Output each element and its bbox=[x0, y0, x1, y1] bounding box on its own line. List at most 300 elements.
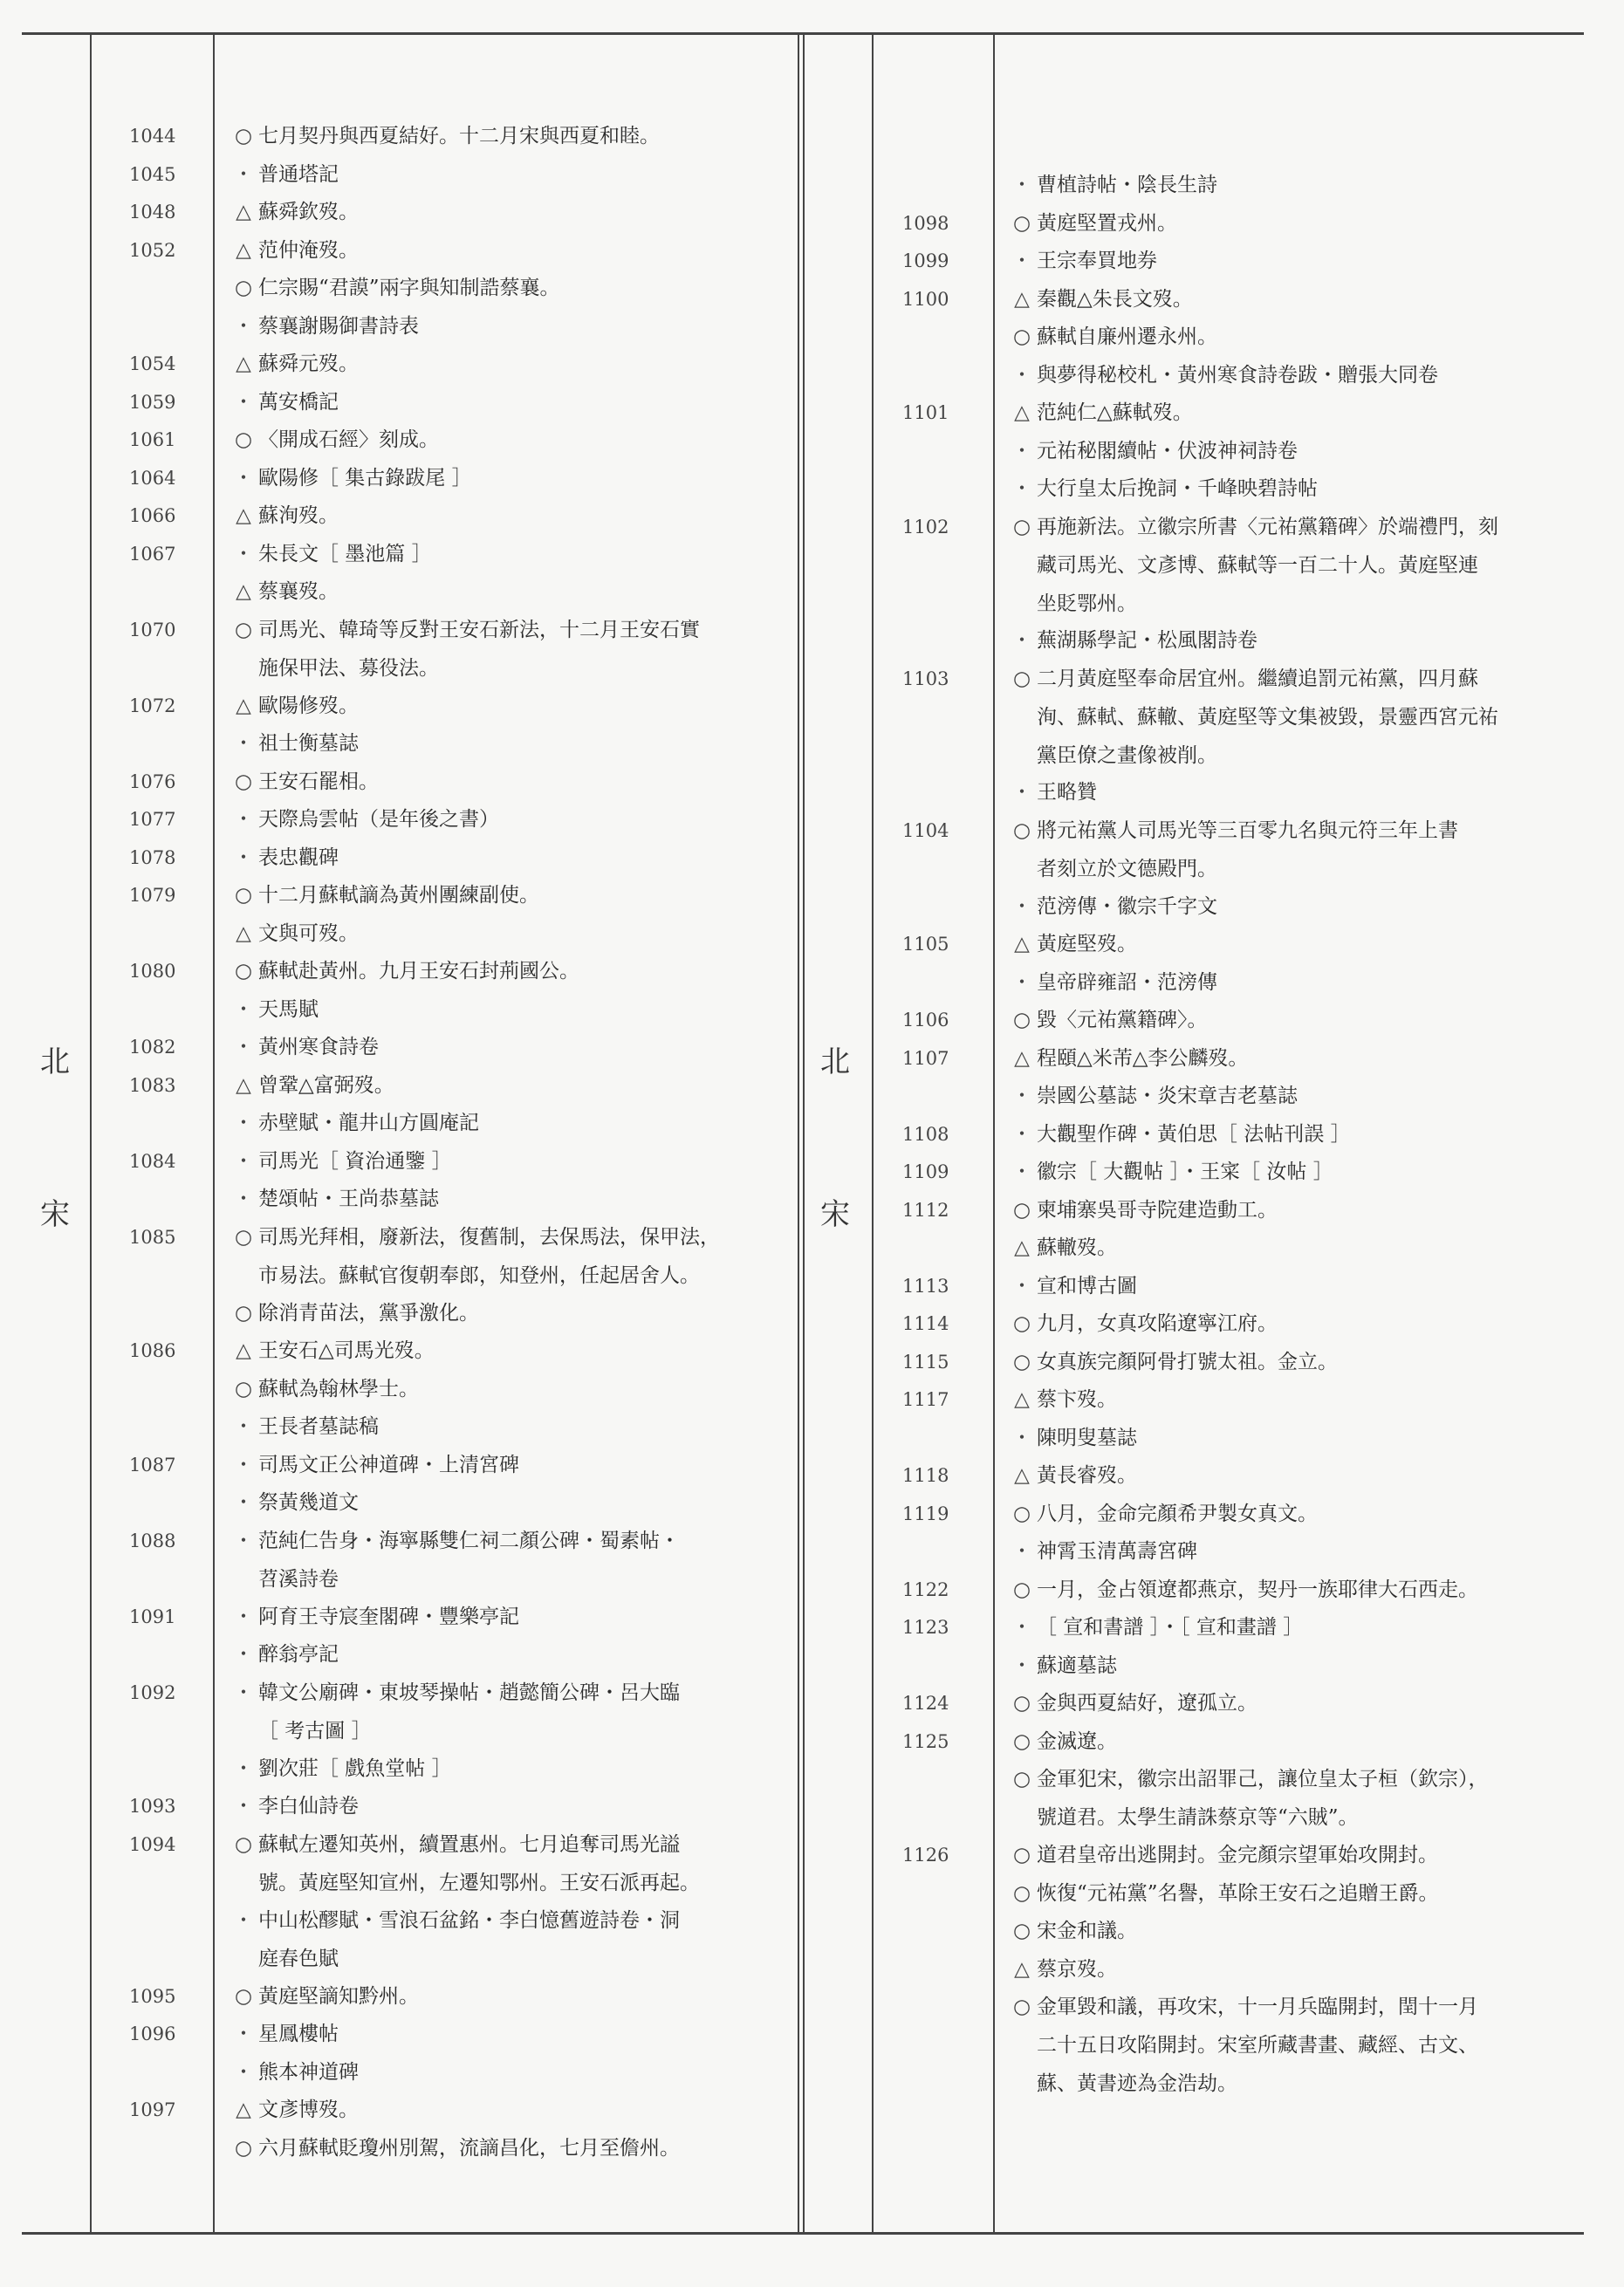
entry-text: 七月契丹與西夏結好。十二月宋與西夏和睦。 bbox=[258, 125, 660, 147]
entry-text: 天馬賦 bbox=[258, 997, 319, 1021]
entry-marker: ・ bbox=[233, 1188, 254, 1210]
chronology-entry bbox=[1007, 508, 1498, 623]
year-label: 1083 bbox=[129, 1074, 176, 1096]
entry-text: 秦觀△朱長文歿。 bbox=[1037, 287, 1193, 311]
chronology-entry bbox=[1007, 166, 1217, 204]
year-label: 1085 bbox=[129, 1226, 176, 1248]
entry-text: 大觀聖作碑・黃伯思［ 法帖刊誤 ］ bbox=[1037, 1122, 1351, 1146]
entry-text: 韓文公廟碑・東坡琴操帖・趙懿簡公碑・呂大臨 bbox=[258, 1681, 680, 1704]
entry-marker: ・ bbox=[233, 390, 254, 414]
chronology-entry bbox=[1007, 963, 1217, 1002]
left-year-divider bbox=[213, 35, 215, 2232]
entry-text: 女真族完顏阿骨打號太祖。金立。 bbox=[1037, 1350, 1338, 1373]
right-era-bottom: 宋 bbox=[820, 1197, 850, 1232]
chronology-entry bbox=[1007, 1874, 1439, 1913]
entry-marker: ・ bbox=[233, 1681, 254, 1704]
entry-marker: ・ bbox=[233, 1415, 254, 1438]
entry-marker: ・ bbox=[1011, 174, 1032, 196]
chronology-entry bbox=[229, 572, 339, 611]
year-label: 1052 bbox=[129, 239, 176, 261]
chronology-entry bbox=[229, 611, 700, 688]
entry-marker: ・ bbox=[233, 1149, 254, 1173]
entry-text-continued: 庭春色賦 bbox=[258, 1947, 339, 1970]
chronology-entry bbox=[229, 459, 472, 497]
chronology-entry bbox=[1007, 1456, 1137, 1495]
entry-marker: ・ bbox=[1011, 1616, 1032, 1639]
entry-text-continued: 藏司馬光、文彥博、蘇軾等一百二十人。黃庭堅連 bbox=[1037, 553, 1478, 577]
entry-text: 蔡京歿。 bbox=[1037, 1957, 1117, 1981]
chronology-entry bbox=[1007, 1419, 1137, 1457]
entry-text-continued: 洵、蘇軾、蘇轍、黃庭堅等文集被毀，景靈西宮元祐 bbox=[1037, 705, 1498, 729]
entry-text: 再施新法。立徽宗所書〈元祐黨籍碑〉於端禮門，刻 bbox=[1037, 515, 1498, 538]
chronology-entry bbox=[229, 1598, 519, 1636]
year-label: 1070 bbox=[129, 619, 176, 640]
entry-text: 普通塔記 bbox=[258, 162, 339, 186]
entry-marker: ・ bbox=[233, 1605, 254, 1628]
chronology-entry bbox=[229, 800, 499, 839]
chronology-entry bbox=[1007, 1988, 1478, 2103]
year-label: 1088 bbox=[129, 1530, 176, 1551]
entry-text: 金滅遼。 bbox=[1037, 1729, 1117, 1753]
entry-text: 李白仙詩卷 bbox=[258, 1795, 359, 1818]
entry-marker: △ bbox=[1014, 933, 1030, 955]
chronology-entry bbox=[229, 1446, 519, 1484]
chronology-entry bbox=[1007, 773, 1097, 811]
entry-marker: ○ bbox=[1012, 1920, 1031, 1942]
chronology-entry bbox=[229, 990, 319, 1029]
entry-marker: ・ bbox=[233, 2060, 254, 2084]
chronology-entry bbox=[229, 231, 359, 270]
entry-text: 毀〈元祐黨籍碑〉。 bbox=[1037, 1009, 1208, 1031]
entry-marker: ○ bbox=[234, 125, 253, 147]
entry-text: 表忠觀碑 bbox=[258, 846, 339, 869]
entry-text: 神霄玉清萬壽宮碑 bbox=[1037, 1540, 1197, 1563]
year-label: 1103 bbox=[902, 668, 949, 689]
entry-marker: ・ bbox=[233, 466, 254, 490]
year-label: 1105 bbox=[902, 934, 949, 955]
chronology-entry bbox=[1007, 1532, 1197, 1571]
entry-text: 祖士衡墓誌 bbox=[258, 732, 359, 755]
entry-text: 歐陽修［ 集古錄跋尾 ］ bbox=[258, 466, 472, 490]
entry-marker: ・ bbox=[1011, 363, 1032, 387]
chronology-entry bbox=[229, 914, 359, 953]
entry-marker: ○ bbox=[234, 1984, 253, 2008]
chronology-entry bbox=[229, 2053, 359, 2092]
entry-text-continued: ［ 考古圖 ］ bbox=[258, 1719, 372, 1743]
entry-marker: △ bbox=[236, 1073, 251, 1097]
chronology-entry bbox=[1007, 204, 1177, 243]
entry-marker: △ bbox=[236, 238, 251, 262]
entry-text-continued: 市易法。蘇軾官復朝奉郎，知登州，任起居舍人。 bbox=[258, 1263, 700, 1287]
entry-marker: ・ bbox=[1011, 781, 1032, 804]
entry-text: 崇國公墓誌・炎宋章吉老墓誌 bbox=[1037, 1085, 1298, 1107]
entry-text: 醉翁亭記 bbox=[258, 1643, 339, 1666]
year-label: 1059 bbox=[129, 391, 176, 413]
chronology-entry bbox=[1007, 469, 1318, 508]
entry-marker: ○ bbox=[234, 2136, 253, 2160]
chronology-entry bbox=[229, 383, 339, 421]
entry-text: 范純仁△蘇軾歿。 bbox=[1037, 401, 1193, 424]
chronology-entry bbox=[1007, 432, 1298, 470]
entry-marker: ・ bbox=[1011, 250, 1032, 272]
entry-marker: ○ bbox=[234, 770, 253, 793]
chronology-entry bbox=[1007, 1495, 1318, 1533]
chronology-entry bbox=[229, 1483, 359, 1522]
year-label: 1106 bbox=[902, 1010, 949, 1031]
entry-marker: △ bbox=[1014, 1236, 1030, 1259]
chronology-entry bbox=[229, 1787, 359, 1825]
entry-text: 金軍毀和議，再攻宋，十一月兵臨開封，閏十一月 bbox=[1037, 1996, 1478, 2018]
entry-marker: ・ bbox=[1011, 894, 1032, 918]
entry-text: 王安石罷相。 bbox=[258, 770, 379, 793]
entry-text: 蘇舜欽歿。 bbox=[258, 201, 359, 223]
chronology-entry bbox=[1007, 1760, 1489, 1837]
entry-marker: ・ bbox=[233, 1908, 254, 1932]
year-label: 1113 bbox=[902, 1275, 949, 1297]
entry-marker: ○ bbox=[1012, 1578, 1031, 1601]
entry-marker: △ bbox=[1014, 1957, 1030, 1981]
entry-text: 司馬文正公神道碑・上清宮碑 bbox=[258, 1453, 519, 1476]
chronology-entry bbox=[229, 687, 359, 725]
chronology-entry bbox=[229, 1749, 452, 1788]
entry-text-continued: 施保甲法、募役法。 bbox=[258, 656, 439, 680]
chronology-entry bbox=[229, 1522, 680, 1599]
chronology-entry bbox=[1007, 1001, 1208, 1039]
year-label: 1124 bbox=[902, 1693, 949, 1714]
entry-marker: ○ bbox=[1012, 1350, 1031, 1373]
entry-text: 蘇軾左遷知英州，續置惠州。七月追奪司馬光謚 bbox=[258, 1832, 680, 1856]
entry-marker: ・ bbox=[233, 1491, 254, 1514]
entry-text: 大行皇太后挽詞・千峰映碧詩帖 bbox=[1037, 477, 1318, 500]
entry-text: 蘇軾赴黃州。九月王安石封荊國公。 bbox=[258, 960, 579, 983]
entry-marker: ・ bbox=[1011, 1654, 1032, 1677]
year-label: 1095 bbox=[129, 1985, 176, 2007]
entry-marker: ・ bbox=[1011, 629, 1032, 652]
year-label: 1082 bbox=[129, 1037, 176, 1058]
chronology-entry bbox=[1007, 811, 1458, 888]
entry-text: 文彥博歿。 bbox=[258, 2099, 359, 2121]
chronology-entry bbox=[1007, 1115, 1351, 1154]
chronology-entry bbox=[1007, 1229, 1117, 1267]
chronology-entry bbox=[229, 1066, 394, 1105]
chronology-entry bbox=[1007, 1077, 1298, 1115]
entry-marker: ○ bbox=[1012, 818, 1031, 842]
entry-text: 恢復“元祐黨”名譽，革除王安石之追贈王爵。 bbox=[1037, 1881, 1439, 1905]
entry-marker: △ bbox=[236, 694, 251, 717]
entry-text: 黃庭堅謫知黔州。 bbox=[258, 1984, 419, 2008]
year-label: 1061 bbox=[129, 429, 176, 450]
entry-text: 宋金和議。 bbox=[1037, 1920, 1137, 1942]
entry-marker: ○ bbox=[1012, 1502, 1031, 1525]
chronology-entry bbox=[1007, 1912, 1137, 1950]
entry-text: 赤壁賦・龍井山方圓庵記 bbox=[258, 1112, 479, 1134]
entry-text: 〈開成石經〉刻成。 bbox=[258, 428, 439, 451]
entry-marker: ○ bbox=[1012, 1009, 1031, 1031]
chronology-entry bbox=[229, 155, 339, 194]
year-label: 1125 bbox=[902, 1730, 949, 1752]
entry-text: 蔡襄歿。 bbox=[258, 580, 339, 603]
chronology-entry bbox=[229, 1370, 419, 1408]
chronology-entry bbox=[1007, 394, 1193, 432]
left-era-bottom: 宋 bbox=[40, 1197, 70, 1232]
entry-marker: ・ bbox=[233, 1036, 254, 1058]
year-label: 1115 bbox=[902, 1351, 949, 1373]
year-label: 1108 bbox=[902, 1123, 949, 1145]
entry-text: 十二月蘇軾謫為黃州團練副使。 bbox=[258, 884, 539, 907]
entry-text: 蕪湖縣學記・松風閣詩卷 bbox=[1037, 629, 1257, 652]
year-label: 1118 bbox=[902, 1465, 949, 1486]
entry-text: 蘇舜元歿。 bbox=[258, 353, 359, 375]
entry-marker: ○ bbox=[1012, 1996, 1031, 2018]
year-label: 1097 bbox=[129, 2099, 176, 2120]
entry-text: ［ 宣和書譜 ］・［ 宣和畫譜 ］ bbox=[1037, 1616, 1304, 1639]
chronology-entry bbox=[1007, 1380, 1117, 1419]
entry-marker: △ bbox=[1014, 401, 1030, 424]
entry-text: 蘇轍歿。 bbox=[1037, 1236, 1117, 1259]
entry-marker: △ bbox=[236, 921, 251, 945]
center-divider-a bbox=[798, 35, 799, 2232]
entry-marker: ・ bbox=[233, 808, 254, 831]
chronology-entry bbox=[229, 307, 419, 346]
year-label: 1067 bbox=[129, 543, 176, 565]
chronology-entry bbox=[1007, 1039, 1248, 1078]
entry-marker: ・ bbox=[233, 846, 254, 869]
entry-marker: ・ bbox=[1011, 1085, 1032, 1107]
entry-text: 熊本神道碑 bbox=[258, 2060, 359, 2084]
year-label: 1045 bbox=[129, 163, 176, 185]
chronology-entry bbox=[1007, 1608, 1303, 1647]
entry-marker: ・ bbox=[1011, 1540, 1032, 1563]
chronology-entry bbox=[229, 193, 359, 231]
entry-marker: ○ bbox=[234, 960, 253, 983]
year-label: 1087 bbox=[129, 1454, 176, 1476]
center-divider-b bbox=[803, 35, 805, 2232]
year-label: 1101 bbox=[902, 402, 949, 423]
entry-marker: ○ bbox=[1012, 211, 1031, 235]
chronology-entry bbox=[229, 1635, 339, 1674]
chronology-entry bbox=[229, 1901, 680, 1978]
chronology-entry bbox=[229, 421, 439, 459]
entry-text: 王安石△司馬光歿。 bbox=[258, 1339, 435, 1362]
chronology-entry bbox=[229, 535, 432, 573]
year-label: 1126 bbox=[902, 1845, 949, 1866]
right-year-divider bbox=[993, 35, 995, 2232]
entry-text: 蘇洵歿。 bbox=[258, 504, 339, 527]
chronology-entry bbox=[1007, 1153, 1333, 1191]
year-label: 1098 bbox=[902, 212, 949, 234]
chronology-entry bbox=[1007, 1191, 1278, 1229]
chronology-entry bbox=[229, 117, 660, 155]
entry-text: 王略贊 bbox=[1037, 781, 1097, 804]
entry-text: 王長者墓誌稿 bbox=[258, 1415, 379, 1438]
year-label: 1109 bbox=[902, 1161, 949, 1182]
entry-marker: ・ bbox=[233, 1112, 254, 1134]
year-label: 1107 bbox=[902, 1047, 949, 1069]
entry-marker: ・ bbox=[1011, 970, 1032, 994]
entry-text: 元祐秘閣續帖・伏波神祠詩卷 bbox=[1037, 439, 1298, 462]
year-label: 1091 bbox=[129, 1606, 176, 1627]
entry-marker: ○ bbox=[1012, 325, 1031, 348]
entry-text: 司馬光拜相，廢新法，復舊制，去保馬法，保甲法， bbox=[258, 1225, 720, 1249]
entry-marker: ・ bbox=[233, 1453, 254, 1476]
entry-marker: ・ bbox=[1011, 1426, 1032, 1449]
chronology-entry bbox=[1007, 925, 1137, 963]
entry-marker: ・ bbox=[233, 1529, 254, 1552]
entry-marker: ・ bbox=[233, 732, 254, 755]
entry-marker: △ bbox=[1014, 1464, 1030, 1487]
year-label: 1044 bbox=[129, 126, 176, 147]
entry-marker: ・ bbox=[233, 1795, 254, 1818]
entry-text: 蔡襄謝賜御書詩表 bbox=[258, 314, 419, 338]
chronology-entry bbox=[229, 1104, 479, 1142]
entry-marker: △ bbox=[1014, 1388, 1030, 1411]
left-era-top: 北 bbox=[40, 1044, 70, 1079]
entry-text: 金軍犯宋，徽宗出詔罪己，讓位皇太子桓（欽宗）， bbox=[1037, 1768, 1489, 1791]
entry-text: 阿育王寺宸奎閣碑・豐樂亭記 bbox=[258, 1605, 519, 1628]
entry-marker: △ bbox=[1014, 287, 1030, 311]
entry-text-continued: 蘇、黃書迹為金浩劫。 bbox=[1037, 2072, 1237, 2095]
entry-marker: △ bbox=[1014, 1046, 1030, 1070]
entry-text: 曾鞏△富弼歿。 bbox=[258, 1073, 394, 1097]
year-label: 1102 bbox=[902, 516, 949, 538]
entry-text: 皇帝辟雍詔・范滂傳 bbox=[1037, 970, 1217, 994]
chronology-entry bbox=[229, 724, 359, 763]
entry-marker: ○ bbox=[1012, 1729, 1031, 1753]
year-label: 1112 bbox=[902, 1199, 949, 1221]
year-label: 1100 bbox=[902, 288, 949, 310]
year-label: 1093 bbox=[129, 1796, 176, 1817]
chronology-entry bbox=[1007, 660, 1498, 775]
entry-text: 與夢得秘校札・黃州寒食詩卷跋・贈張大同卷 bbox=[1037, 363, 1438, 387]
left-era-divider bbox=[90, 35, 92, 2232]
entry-text: 將元祐黨人司馬光等三百零九名與元符三年上書 bbox=[1037, 818, 1458, 842]
entry-text: 道君皇帝出逃開封。金完顏宗望軍始攻開封。 bbox=[1037, 1844, 1438, 1866]
chronology-entry bbox=[1007, 242, 1157, 280]
chronology-entry bbox=[229, 1294, 479, 1332]
year-label: 1122 bbox=[902, 1578, 949, 1600]
entry-text: 二月黃庭堅奉命居宜州。繼續追罰元祐黨，四月蘇 bbox=[1037, 667, 1478, 690]
entry-marker: ○ bbox=[1012, 1768, 1031, 1791]
entry-text: 蔡卞歿。 bbox=[1037, 1388, 1117, 1411]
chronology-entry bbox=[1007, 280, 1193, 318]
entry-text: 中山松醪賦・雪浪石盆銘・李白憶舊遊詩卷・洞 bbox=[258, 1908, 680, 1932]
entry-marker: ・ bbox=[1011, 477, 1032, 500]
entry-text: 范滂傳・徽宗千字文 bbox=[1037, 894, 1217, 918]
entry-marker: ○ bbox=[234, 1377, 253, 1400]
entry-text: 祭黃幾道文 bbox=[258, 1491, 359, 1514]
entry-marker: ・ bbox=[1011, 1122, 1032, 1146]
entry-text: 司馬光［ 資治通鑒 ］ bbox=[258, 1149, 452, 1173]
entry-text: 天際烏雲帖（是年後之書） bbox=[258, 808, 499, 831]
entry-marker: ・ bbox=[233, 1756, 254, 1780]
entry-text: 楚頌帖・王尚恭墓誌 bbox=[258, 1188, 439, 1210]
chronology-entry bbox=[229, 1028, 379, 1066]
entry-text: 六月蘇軾貶瓊州別駕，流謫昌化，七月至儋州。 bbox=[258, 2136, 680, 2160]
year-label: 1084 bbox=[129, 1150, 176, 1172]
chronology-entry bbox=[1007, 318, 1217, 356]
entry-text: 黃庭堅置戎州。 bbox=[1037, 211, 1177, 235]
entry-text: 陳明叟墓誌 bbox=[1037, 1426, 1137, 1449]
entry-marker: ○ bbox=[1012, 1881, 1031, 1905]
entry-marker: ○ bbox=[234, 618, 253, 641]
entry-marker: ・ bbox=[233, 314, 254, 338]
entry-marker: ○ bbox=[234, 1832, 253, 1856]
year-label: 1092 bbox=[129, 1681, 176, 1703]
entry-marker: △ bbox=[236, 580, 251, 603]
right-era-top: 北 bbox=[820, 1044, 850, 1079]
chronology-entry bbox=[229, 1332, 435, 1370]
entry-text: 黃州寒食詩卷 bbox=[258, 1036, 379, 1058]
chronology-entry bbox=[1007, 1684, 1257, 1722]
entry-text: 萬安橋記 bbox=[258, 390, 339, 414]
entry-text-continued: 苕溪詩卷 bbox=[258, 1567, 339, 1591]
year-label: 1048 bbox=[129, 202, 176, 223]
entry-marker: ○ bbox=[1012, 1692, 1031, 1715]
year-label: 1086 bbox=[129, 1340, 176, 1361]
entry-marker: ・ bbox=[233, 1643, 254, 1666]
entry-text: 八月，金命完顏希尹製女真文。 bbox=[1037, 1502, 1318, 1525]
entry-marker: ○ bbox=[1012, 1198, 1031, 1222]
entry-marker: ○ bbox=[234, 428, 253, 451]
year-label: 1099 bbox=[902, 250, 949, 271]
chronology-entry bbox=[229, 1674, 680, 1750]
chronology-entry bbox=[1007, 1950, 1117, 1989]
chronology-entry bbox=[1007, 1836, 1438, 1874]
chronology-entry bbox=[229, 2129, 680, 2167]
chronology-entry bbox=[229, 269, 560, 307]
chronology-entry bbox=[229, 952, 579, 990]
entry-marker: ○ bbox=[234, 1225, 253, 1249]
year-label: 1096 bbox=[129, 2023, 176, 2044]
entry-text: 宣和博古圖 bbox=[1037, 1274, 1137, 1298]
entry-marker: ・ bbox=[233, 542, 254, 565]
entry-text: 九月，女真攻陷遼寧江府。 bbox=[1037, 1312, 1278, 1335]
chronology-entry bbox=[229, 1218, 720, 1295]
chronology-entry bbox=[229, 2091, 359, 2129]
entry-text: 柬埔寨吳哥寺院建造動工。 bbox=[1037, 1198, 1278, 1222]
entry-marker: △ bbox=[236, 201, 251, 223]
year-label: 1064 bbox=[129, 467, 176, 489]
chronology-entry bbox=[1007, 621, 1257, 660]
year-label: 1066 bbox=[129, 505, 176, 526]
chronology-entry bbox=[1007, 1647, 1117, 1685]
entry-text: 朱長文［ 墨池篇 ］ bbox=[258, 542, 432, 565]
entry-marker: △ bbox=[236, 504, 251, 527]
year-label: 1072 bbox=[129, 695, 176, 716]
entry-marker: ・ bbox=[1011, 1274, 1032, 1298]
entry-text: 金與西夏結好，遼孤立。 bbox=[1037, 1692, 1257, 1715]
entry-marker: ○ bbox=[1012, 1312, 1031, 1335]
year-label: 1076 bbox=[129, 770, 176, 792]
chronology-entry bbox=[1007, 1722, 1117, 1761]
entry-marker: ○ bbox=[234, 1301, 253, 1325]
entry-text: 蘇軾自廉州遷永州。 bbox=[1037, 325, 1217, 348]
year-label: 1114 bbox=[902, 1313, 949, 1334]
entry-marker: △ bbox=[236, 1339, 251, 1362]
bottom-rule bbox=[22, 2232, 1584, 2235]
chronology-entry bbox=[1007, 1304, 1278, 1343]
entry-text: 一月，金占領遼都燕京，契丹一族耶律大石西走。 bbox=[1037, 1578, 1478, 1601]
chronology-entry bbox=[229, 1407, 379, 1446]
entry-text: 司馬光、韓琦等反對王安石新法，十二月王安石實 bbox=[258, 618, 700, 641]
year-label: 1104 bbox=[902, 819, 949, 841]
right-era-divider bbox=[872, 35, 874, 2232]
entry-marker: △ bbox=[236, 353, 251, 375]
chronology-entry bbox=[1007, 356, 1438, 394]
chronology-entry bbox=[229, 2015, 339, 2053]
entry-text-continued: 二十五日攻陷開封。宋室所藏書畫、藏經、古文、 bbox=[1037, 2034, 1478, 2057]
year-label: 1119 bbox=[902, 1503, 949, 1524]
